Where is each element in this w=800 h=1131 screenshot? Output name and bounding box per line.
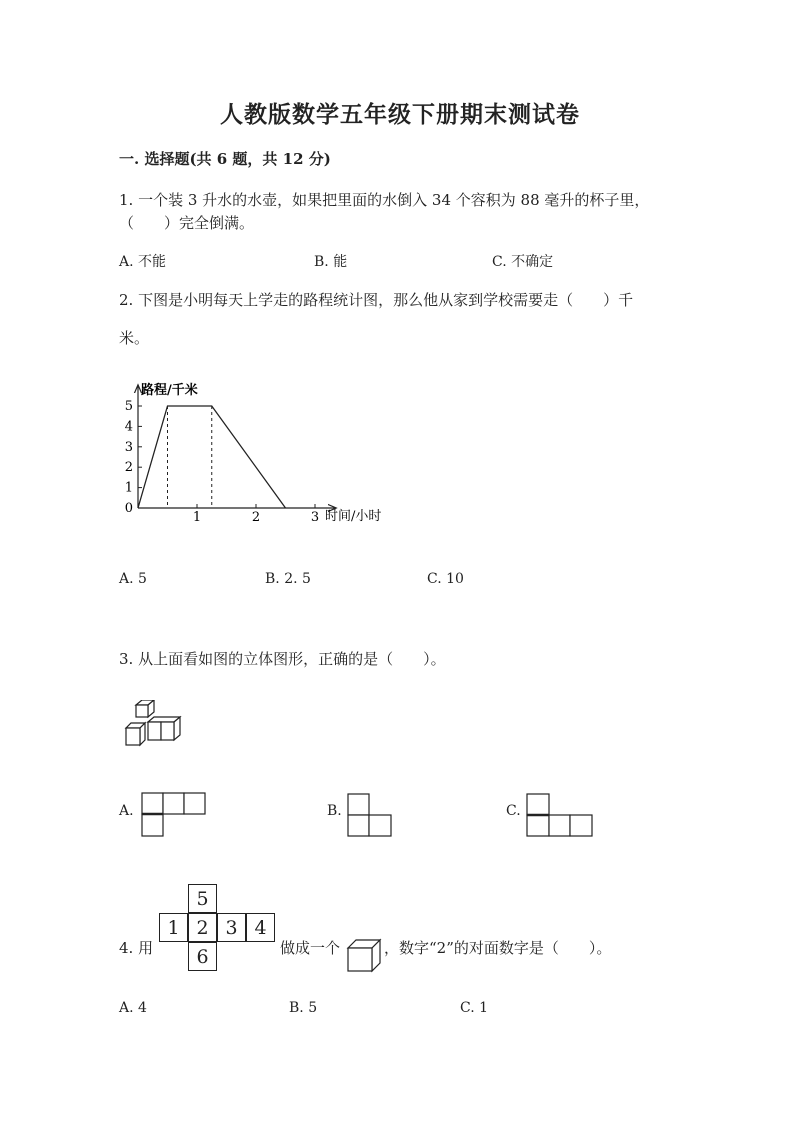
cube-icon — [346, 938, 382, 973]
q1-text-line2: （ ）完全倒满。 — [119, 214, 255, 232]
q4-cube-net — [159, 884, 275, 971]
page-title: 人教版数学五年级下册期末测试卷 — [220, 101, 580, 128]
q2-text-line1: 2. 下图是小明每天上学走的路程统计图，那么他从家到学校需要走（ ）千 — [119, 291, 634, 309]
chart-x-tick-1: 1 — [192, 510, 202, 525]
q3-option-b-label: B. — [327, 803, 342, 819]
q4-option-a: A. 4 — [119, 1000, 147, 1016]
chart-x-label: 时间/小时 — [325, 509, 382, 524]
chart-y-tick-4: 4 — [124, 419, 133, 435]
q3-option-a-label: A. — [119, 803, 134, 819]
chart-y-tick-3: 3 — [124, 439, 133, 455]
net-face-3: 3 — [217, 913, 246, 942]
cubes-3d-figure — [120, 700, 195, 750]
chart-y-tick-1: 1 — [124, 480, 133, 496]
q2-option-b: B. 2. 5 — [265, 571, 311, 587]
q4-suffix: ，数字“2”的对面数字是（ ）。 — [384, 939, 612, 957]
net-face-2: 2 — [188, 913, 217, 942]
q3-option-b-figure — [347, 793, 393, 838]
q4-middle: 做成一个 — [280, 939, 341, 957]
chart-y-tick-0: 0 — [124, 501, 133, 516]
chart-x-tick-2: 2 — [251, 510, 261, 525]
q1-option-a: A. 不能 — [119, 254, 167, 270]
q4-option-b: B. 5 — [289, 1000, 318, 1016]
distance-time-chart — [110, 378, 410, 528]
net-face-4: 4 — [246, 913, 275, 942]
q3-option-a-figure — [141, 792, 207, 838]
chart-y-tick-5: 5 — [124, 399, 133, 414]
chart-y-tick-2: 2 — [124, 460, 133, 476]
q2-option-c: C. 10 — [427, 571, 464, 587]
q1-option-b: B. 能 — [314, 254, 348, 270]
chart-x-tick-3: 3 — [310, 510, 320, 525]
chart-y-label: 路程/千米 — [141, 383, 198, 398]
q1-text-line1: 1. 一个装 3 升水的水壶，如果把里面的水倒入 34 个容积为 88 毫升的杯子里， — [119, 191, 650, 209]
net-face-5: 5 — [188, 884, 217, 913]
section-heading: 一. 选择题(共 6 题，共 12 分) — [119, 150, 331, 168]
q3-option-c-label: C. — [506, 803, 521, 819]
q3-text: 3. 从上面看如图的立体图形，正确的是（ ）。 — [119, 650, 446, 668]
q2-text-line2: 米。 — [119, 329, 150, 347]
q4-prefix: 4. 用 — [119, 939, 154, 957]
net-face-6: 6 — [188, 942, 217, 971]
q3-option-c-figure — [526, 793, 594, 838]
q2-option-a: A. 5 — [119, 571, 147, 587]
q4-option-c: C. 1 — [460, 1000, 489, 1016]
q1-option-c: C. 不确定 — [492, 254, 554, 270]
net-face-1: 1 — [159, 913, 188, 942]
